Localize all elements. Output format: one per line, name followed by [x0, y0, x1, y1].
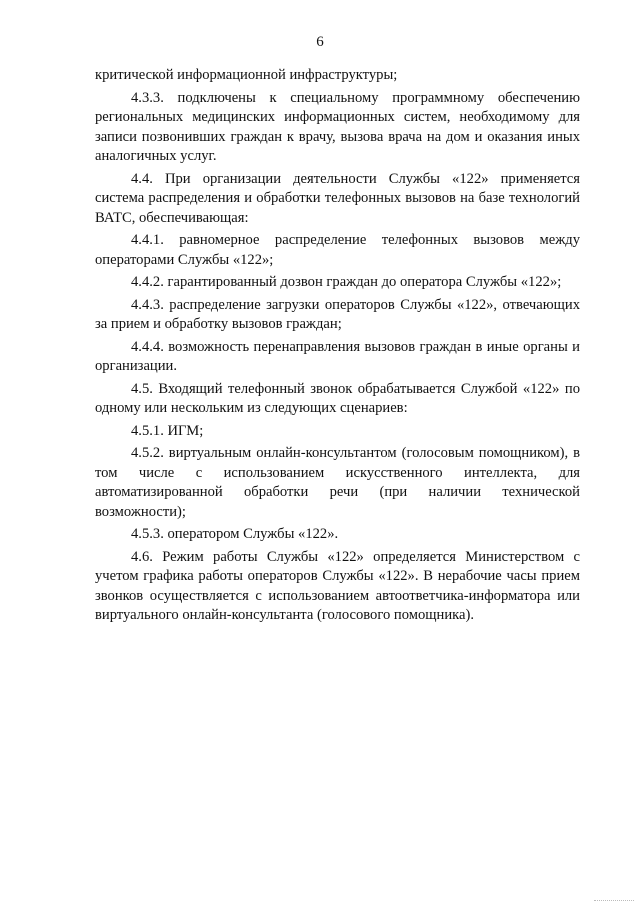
paragraph-4-5-1: 4.5.1. ИГМ;: [131, 422, 204, 439]
page-number: 6: [316, 34, 324, 50]
paragraph-continuation: критической информационной инфраструктуры;: [95, 67, 398, 83]
paragraph-4-5-2: 4.5.2. виртуальным онлайн-консультантом (голосовым помощником), в том числе с использованием искусственного интеллекта, для автоматизированной обработки речи (при наличии технической возможности);: [95, 445, 580, 520]
paragraph-4-4-3: 4.4.3. распределение загрузки операторов Службы «122», отвечающих за прием и обработку вызовов граждан;: [95, 296, 580, 332]
paragraph-4-4-2: 4.4.2. гарантированный дозвон граждан до оператора Службы «122»;: [131, 274, 562, 290]
paragraph-4-4: 4.4. При организации деятельности Службы «122» применяется система распределения и обработки телефонных вызовов на базе технологий ВАТС, обеспечивающая:: [95, 170, 580, 226]
paragraph-4-5: 4.5. Входящий телефонный звонок обрабатывается Службой «122» по одному или нескольким из следующих сценариев:: [95, 380, 580, 416]
scan-artifact: [594, 900, 634, 902]
paragraph-4-3-3: 4.3.3. подключены к специальному программному обеспечению региональных медицинских информационных систем, необходимому для записи позвонивших граждан к врачу, вызова врача на дом и оказания иных аналогичных услуг.: [95, 89, 580, 164]
paragraph-4-5-3: 4.5.3. оператором Службы «122».: [131, 526, 339, 542]
paragraph-4-4-4: 4.4.4. возможность перенаправления вызовов граждан в иные органы и организации.: [95, 338, 580, 374]
paragraph-4-4-1: 4.4.1. равномерное распределение телефонных вызовов между операторами Службы «122»;: [95, 232, 580, 268]
document-body: [95, 66, 580, 629]
paragraph-4-6: 4.6. Режим работы Службы «122» определяется Министерством с учетом графика работы операторов Службы «122». В нерабочие часы прием звонков осуществляется с использованием автоответчика-информатора или виртуального онлайн-консультанта (голосового помощника).: [95, 548, 580, 623]
